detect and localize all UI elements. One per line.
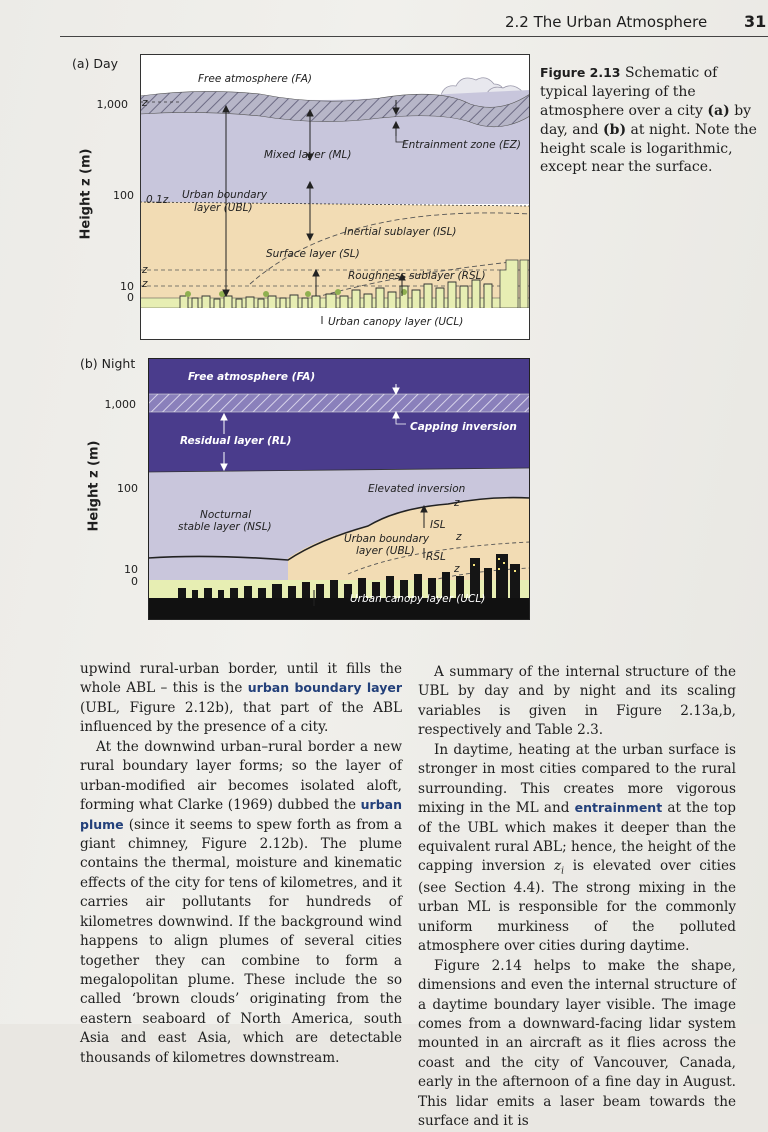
right-p2-text-b: at the top of the UBL which makes it deeper than the equivalent rural ABL; hence, the height of the capping inversion <box>418 800 736 875</box>
y-axis-label-night: Height z (m) <box>86 440 102 532</box>
panel-label-day: (a) Day <box>72 56 119 71</box>
term-urban-boundary-layer: urban boundary layer <box>247 680 402 696</box>
left-p1-text-b: (UBL, Figure 2.12b), that part of the ABL influenced by the presence of a city. <box>80 699 402 736</box>
day-label-rsl: Roughness sublayer (RSL) <box>348 270 486 282</box>
right-p2-zi: z <box>554 858 562 875</box>
tick-night-10: 10 <box>124 563 138 576</box>
caption-b: (b) <box>603 121 627 138</box>
tick-night-100: 100 <box>117 482 138 495</box>
tick-day-100: 100 <box>113 189 134 202</box>
night-capping-inversion <box>148 394 530 412</box>
figure-caption <box>540 64 762 177</box>
tick-day-1000: 1,000 <box>96 98 128 111</box>
day-label-ubl-1: Urban boundary <box>182 189 268 201</box>
panel-label-night: (b) Night <box>80 356 136 371</box>
night-label-zi: z <box>454 497 460 509</box>
right-paragraph-2: In daytime, heating at the urban surface is stronger in most cities compared to the rural surrounding. This creates more vigorous mixing in the ML and entrainment at the top of the UBL which makes it deeper than the equivalent rural ABL; hence, the height of the capping inversion $z_i$ is elevated over cities (see Section 4.4). The strong mixing in the urban ML is responsible for the commonly uniform murkiness of the polluted atmosphere over cities during daytime. <box>418 741 736 955</box>
day-marker-zr: z <box>142 264 148 276</box>
left-p2-text-a: At the downwind urban–rural border a new rural boundary layer forms; so the layer of urban-modified air becomes isolated aloft, forming what Clarke (1969) dubbed the <box>80 738 402 814</box>
day-label-isl: Inertial sublayer (ISL) <box>344 226 457 238</box>
night-label-ucl: Urban canopy layer (UCL) <box>350 593 486 605</box>
day-marker-zh: z <box>142 278 148 290</box>
page-number: 31 <box>744 12 767 31</box>
night-label-zh: z <box>454 563 460 575</box>
caption-text-1: Schematic of typical layering of the atmosphere over a city <box>540 65 718 119</box>
left-p1-text-a: upwind rural-urban border, until it fills the whole ABL – this is the <box>80 661 402 697</box>
day-label-ez: Entrainment zone (EZ) <box>402 139 521 151</box>
caption-label: Figure 2.13 <box>540 65 621 80</box>
tick-night-1000: 1,000 <box>104 398 136 411</box>
night-label-rsl: RSL <box>426 551 446 563</box>
term-entrainment: entrainment <box>574 800 663 816</box>
day-label-fa: Free atmosphere (FA) <box>198 73 312 85</box>
left-paragraph-1 <box>80 660 402 738</box>
day-label-ucl: Urban canopy layer (UCL) <box>328 316 464 328</box>
night-label-fa: Free atmosphere (FA) <box>188 371 316 383</box>
left-paragraph-2 <box>80 738 402 1068</box>
night-label-ei: Elevated inversion <box>368 483 466 495</box>
header-rule <box>60 36 768 37</box>
tick-day-0: 0 <box>127 291 134 304</box>
tick-night-0: 0 <box>131 575 138 588</box>
right-paragraph-1: A summary of the internal structure of the UBL by day and by night and its scaling variables is given in Figure 2.13a,b, respectively and Table 2.3. <box>418 664 736 739</box>
night-label-zr: z <box>456 531 462 543</box>
day-label-ml: Mixed layer (ML) <box>264 149 352 161</box>
left-p2-text-b: (since it seems to spew forth as from a giant chimney, Figure 2.12b). The plume contains the thermal, moisture and kinematic effects of the city for tens of kilometres, and it carries air pollutants for hundreds of kilometres downwind. If the background wind happens to align plumes of several cities together they can combine to form a megalopolitan plume. These include the so called ‘brown clouds’ originating from the eastern seaboard of North America, south Asia and east Asia, which are detectable thousands of kilometres downstream. <box>80 816 402 1066</box>
day-layer-diagram <box>140 54 530 340</box>
right-p2-text-c: is elevated over cities (see Section 4.4). The strong mixing in the urban ML is responsible for the commonly uniform murkiness of the polluted atmosphere over cities during daytime. <box>418 858 736 955</box>
y-axis-label-day: Height z (m) <box>78 148 94 240</box>
night-label-isl: ISL <box>430 519 446 531</box>
day-label-sl: Surface layer (SL) <box>266 248 360 260</box>
night-label-rl: Residual layer (RL) <box>180 435 292 447</box>
day-marker-01zi: 0.1z <box>146 194 169 206</box>
running-head: 2.2 The Urban Atmosphere <box>505 13 708 31</box>
night-label-ubl-2: layer (UBL) <box>356 545 415 557</box>
caption-text-2: by day, and <box>540 102 752 138</box>
right-text-column <box>418 663 736 1132</box>
caption-text-3: at night. Note the height scale is logarithmic, except near the surface. <box>540 121 757 176</box>
night-label-ubl-1: Urban boundary <box>344 533 430 545</box>
caption-a: (a) <box>707 102 730 119</box>
day-marker-zi: z <box>142 97 148 109</box>
tick-day-10: 10 <box>120 280 134 293</box>
night-label-nsl-1: Nocturnal <box>200 509 252 521</box>
night-label-ci: Capping inversion <box>410 421 517 433</box>
left-text-column <box>80 660 402 1068</box>
right-paragraph-3: Figure 2.14 helps to make the shape, dimensions and even the internal structure of a daytime boundary layer visible. The image comes from a downward-facing lidar system mounted in an aircraft as it flies across the coast and the city of Vancouver, Canada, early in the afternoon of a fine day in August. This lidar emits a laser beam towards the surface and it is <box>418 957 736 1130</box>
term-urban-plume: urban plume <box>80 797 402 832</box>
night-layer-diagram <box>148 358 530 620</box>
night-label-nsl-2: stable layer (NSL) <box>178 521 272 533</box>
day-label-ubl-2: layer (UBL) <box>194 202 253 214</box>
right-p2-text-a: In daytime, heating at the urban surface is stronger in most cities compared to the rural surrounding. This creates more vigorous mixing in the ML and <box>418 741 736 817</box>
